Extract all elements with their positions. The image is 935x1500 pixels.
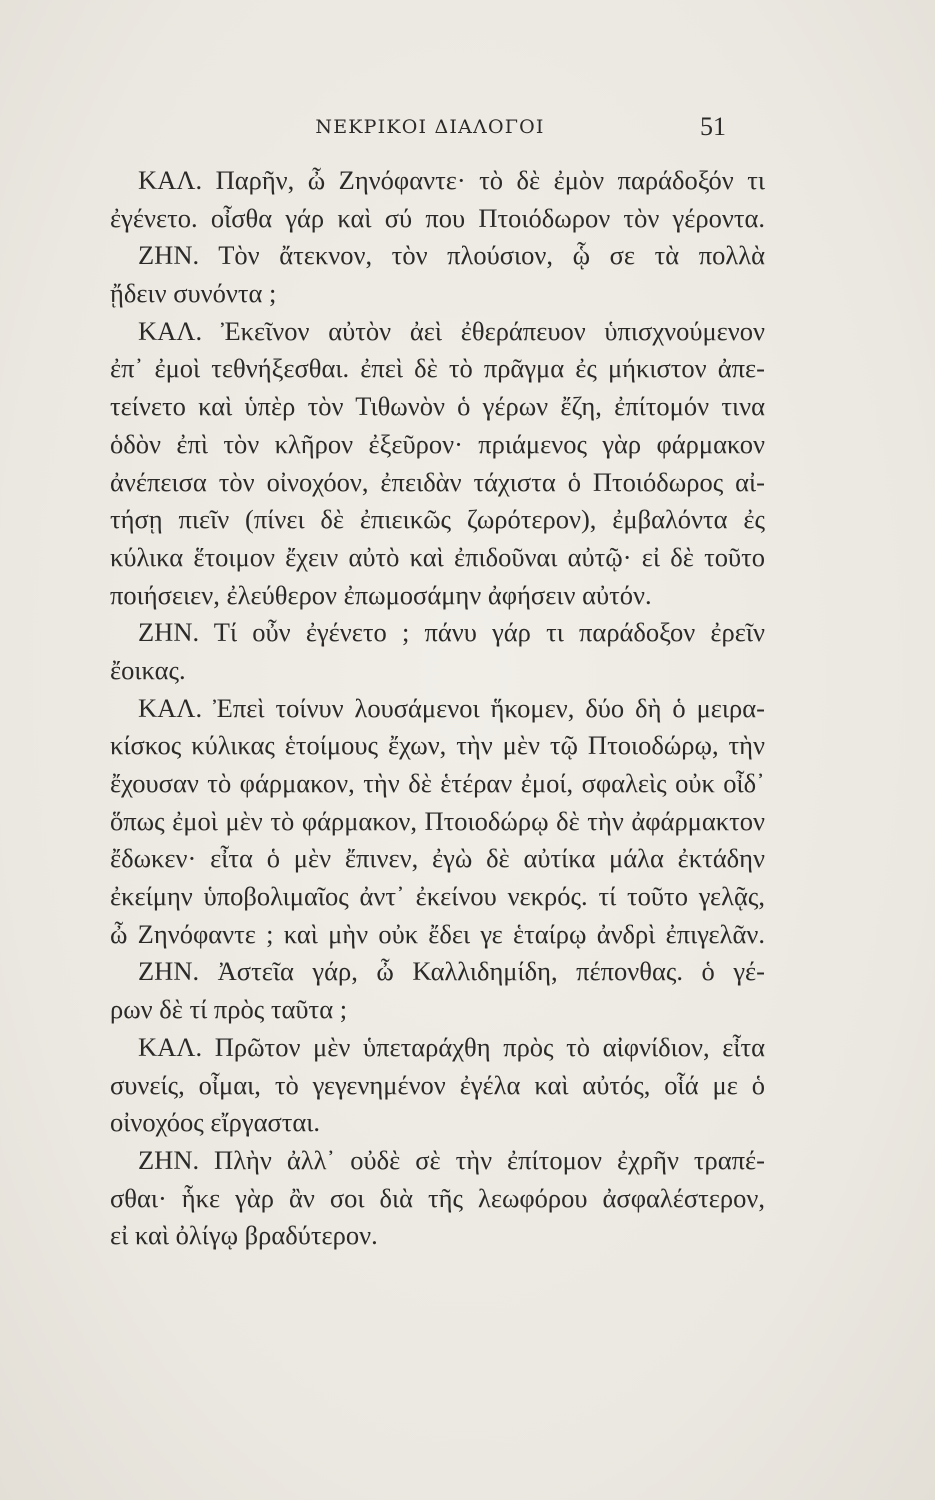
text-line: εἰ καὶ ὀλίγῳ βραδύτερον. <box>110 1220 378 1251</box>
text-line: ΚΑΛ. Ἐπεὶ τοίνυν λουσάμενοι ἥκομεν, δύο δὴ ὁ μειρα- <box>138 692 765 723</box>
text-line: κύλικα ἕτοιμον ἔχειν αὐτὸ καὶ ἐπιδοῦναι αὐτῷ· εἰ δὲ τοῦτο <box>110 541 765 572</box>
text-line: ἔχουσαν τὸ φάρμακον, τὴν δὲ ἑτέραν ἐμοί, σφαλεὶς οὐκ οἶδ᾽ <box>110 768 765 798</box>
text-line: ΚΑΛ. Παρῆν, ὦ Ζηνόφαντε· τὸ δὲ ἐμὸν παράδοξόν τι <box>138 165 765 195</box>
text-line: συνείς, οἶμαι, τὸ γεγενημένον ἐγέλα καὶ αὐτός, οἷά με ὁ <box>110 1069 765 1100</box>
text-line: ποιήσειεν, ἐλεύθερον ἐπωμοσάμην ἀφήσειν αὐτόν. <box>110 579 652 610</box>
text-line: ἐκείμην ὑποβολιμαῖος ἀντ᾽ ἐκείνου νεκρός. τί τοῦτο γελᾷς, <box>110 881 765 912</box>
text-line: ΖΗΝ. Τί οὖν ἐγένετο ; πάνυ γάρ τι παράδοξον ἐρεῖν <box>138 617 765 648</box>
text-line: ἐπ᾽ ἐμοὶ τεθνήξεσθαι. ἐπεὶ δὲ τὸ πρᾶγμα ἐς μήκιστον ἀπε- <box>110 353 765 384</box>
text-line: ἔοικας. <box>110 654 186 685</box>
text-line: τείνετο καὶ ὑπὲρ τὸν Τιθωνὸν ὁ γέρων ἔζη, ἐπίτομόν τινα <box>110 391 765 422</box>
text-line: κίσκος κύλικας ἑτοίμους ἔχων, τὴν μὲν τῷ Πτοιοδώρῳ, τὴν <box>110 730 765 761</box>
text-line: οἰνοχόος εἴργασται. <box>110 1107 321 1138</box>
text-line: ὅπως ἐμοὶ μὲν τὸ φάρμακον, Πτοιοδώρῳ δὲ τὴν ἀφάρμακτον <box>110 805 765 836</box>
text-line: ἐγένετο. οἶσθα γάρ καὶ σύ που Πτοιόδωρον τὸν γέροντα. <box>110 202 765 233</box>
text-line: σθαι· ἧκε γὰρ ἂν σοι διὰ τῆς λεωφόρου ἀσφαλέστερον, <box>110 1182 765 1213</box>
text-line: ΚΑΛ. Ἐκεῖνον αὐτὸν ἀεὶ ἐθεράπευον ὑπισχνούμενον <box>138 315 765 346</box>
page-header <box>0 112 935 142</box>
text-line: τήσῃ πιεῖν (πίνει δὲ ἐπιεικῶς ζωρότερον), ἐμβαλόντα ἐς <box>110 504 765 535</box>
text-line: ὦ Ζηνόφαντε ; καὶ μὴν οὐκ ἔδει γε ἑταίρῳ ἀνδρὶ ἐπιγελᾶν. <box>110 918 765 949</box>
text-line: ᾔδειν συνόντα ; <box>110 278 277 309</box>
text-line: ἔδωκεν· εἶτα ὁ μὲν ἔπινεν, ἐγὼ δὲ αὐτίκα μάλα ἐκτάδην <box>110 843 765 874</box>
running-title: ΝΕΚΡΙΚΟΙ ΔΙΑΛΟΓΟΙ <box>315 116 545 138</box>
dialogue-text <box>110 162 765 1255</box>
text-line: ΖΗΝ. Πλὴν ἀλλ᾽ οὐδὲ σὲ τὴν ἐπίτομον ἐχρῆν τραπέ- <box>138 1144 765 1175</box>
text-line: ΖΗΝ. Τὸν ἄτεκνον, τὸν πλούσιον, ᾧ σε τὰ πολλὰ <box>138 240 765 271</box>
text-line: ρων δὲ τί πρὸς ταῦτα ; <box>110 994 348 1025</box>
text-line: ἀνέπεισα τὸν οἰνοχόον, ἐπειδὰν τάχιστα ὁ Πτοιόδωρος αἰ- <box>110 466 765 497</box>
text-line: ὁδὸν ἐπὶ τὸν κλῆρον ἐξεῦρον· πριάμενος γὰρ φάρμακον <box>110 428 765 459</box>
text-line: ΖΗΝ. Ἀστεῖα γάρ, ὦ Καλλιδημίδη, πέπονθας. ὁ γέ- <box>138 956 765 987</box>
page-number: 51 <box>700 112 726 141</box>
text-line: ΚΑΛ. Πρῶτον μὲν ὑπεταράχθη πρὸς τὸ αἰφνίδιον, εἶτα <box>138 1031 765 1062</box>
